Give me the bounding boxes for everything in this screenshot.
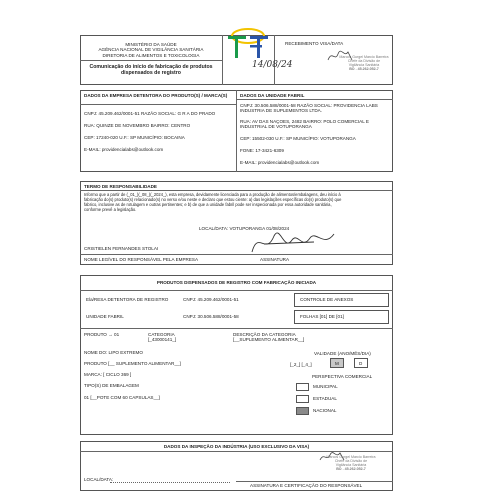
factory-cnpj: CNPJ: 30.506.588/0001-58 RAZÃO SOCIAL: PROVIDENCIA LABS INDUSTRIA DE SUPLEMENTOS LTDA. <box>240 103 378 114</box>
unit-label: UNIDADE FABRIL <box>86 314 124 319</box>
factory-email: E-MAIL: providencialabs@outlook.com <box>240 160 320 165</box>
factory-cep: CEP: 15502-030 U.F.: SP MUNICÍPIO: VOTUPORANGA <box>240 136 356 141</box>
form-title: Comunicação do início de fabricação de produtos dispensados de registro <box>89 64 213 76</box>
responsible-signature <box>244 222 344 262</box>
ministry-text: MINISTÉRIO DA SAÚDE AGÊNCIA NACIONAL DE VIGILÂNCIA SANITÁRIA DIRETORIA DE ALIMENTOS E TOXICOLOGIA <box>98 42 204 58</box>
validity-value: [_2_] [_4_] <box>290 362 312 367</box>
option-municipal: MUNICIPAL <box>313 384 338 389</box>
packaging: 01 [__POTE COM 60 CAPSULAS__] <box>84 395 160 400</box>
place-date: LOCAL/DATA: VOTUPORANGA 01/08/2024 <box>199 226 290 231</box>
received-signature <box>326 48 356 64</box>
received-date: 14/08/24 <box>252 60 293 70</box>
option-estadual: ESTADUAL <box>313 396 337 401</box>
holder-label: Ela/RESA DETENTORA DE REGISTRO <box>86 297 169 302</box>
category: CATEGORIA [_43000141_] <box>148 332 177 343</box>
sheets-count: FOLHAS [01] DE [01] <box>300 314 344 319</box>
inspection-signature-label: ASSINATURA E CERTIFICAÇÃO DO RESPONSÁVEL <box>250 483 363 488</box>
company-cnpj: CNPJ: 45.209.462/0001-51 RAZÃO SOCIAL: G R A DO PRADO <box>84 111 216 116</box>
factory-heading: DADOS DA UNIDADE FABRIL <box>240 93 305 98</box>
unit-cnpj: CNPJ: 30.506.588/0001-58 <box>183 314 239 319</box>
responsibility-text: Informo que a partir de (_01_)(_08_)(_2024_), esta empresa, devidamente licenciada para a produção de alimentos/embalagens, deu início à fabricação do(s) produto(s) relacionado(s) no verso e/ou neste e declaro que estou ciente: a) das legislações específicas do(s) produto(s) que fabrico, inclusive as de rotulagem e outras pertinentes; e b) de que a unidade fabril pode ser inspecionada por essa autoridade sanitária, conforme prevê a legislação. <box>84 192 342 212</box>
annex-control: CONTROLE DE ANEXOS <box>300 297 354 302</box>
responsible-name: CRISTIELEN FERNANDES STOLAI <box>84 246 159 251</box>
product-number: PRODUTO → 01 <box>84 332 120 337</box>
validity-month: M <box>335 361 339 366</box>
checkbox-estadual[interactable] <box>296 395 309 403</box>
inspection-heading: DADOS DA INSPEÇÃO DA INDÚSTRIA (USO EXCLUSIVO DA VISA) <box>163 444 310 449</box>
packaging-label: TIPO(S) DE EMBALAGEM <box>84 383 139 388</box>
commercial-label: PERSPECTIVA COMERCIAL <box>312 374 373 379</box>
company-heading: DADOS DA EMPRESA DETENTORA DO PRODUTO(S) / MARCA(S) <box>84 93 228 98</box>
factory-address: RUA: AV DAS NAÇOES, 2482 BAIRRO: POLO COMERCIAL E INDUSTRIAL DE VOTUPORANGA <box>240 119 369 130</box>
category-description: DESCRIÇÃO DA CATEGORIA [__SUPLEMENTO ALIMENTAR__] <box>233 332 305 343</box>
company-cep: CEP: 17240-020 U.F.: SP MUNICÍPIO: BOCAINA <box>84 135 185 140</box>
company-address: RUA: QUINZE DE NOVEMBRO BAIRRO: CENTRO <box>84 123 191 128</box>
validity-label: VALIDADE (ANO/MÊS/DIA) <box>314 351 371 356</box>
holder-cnpj: CNPJ: 45.209.462/0001-51 <box>183 297 239 302</box>
received-label: RECEBIMENTO VISA/DATA <box>285 41 344 46</box>
validity-day: D <box>359 361 363 366</box>
factory-phone: FONE: 17-3421-6309 <box>240 148 284 153</box>
signature-label: ASSINATURA <box>260 257 290 262</box>
checkbox-municipal[interactable] <box>296 383 309 391</box>
option-nacional: NACIONAL <box>313 408 337 413</box>
responsible-name-label: NOME LEGÍVEL DO RESPONSÁVEL PELA EMPRESA <box>84 257 199 262</box>
inspection-place-label: LOCAL/DATA: <box>84 477 114 482</box>
company-email: E-MAIL: providencialabs@outlook.com <box>84 147 164 152</box>
checkbox-nacional[interactable] <box>296 407 309 415</box>
responsibility-heading: TERMO DE RESPONSABILIDADE <box>84 184 157 189</box>
inspection-stamp: Marcos Gurgel Marcio Barreira Chefe da Divisão de Vigilância Sanitária BO . 45.262.052-7 <box>326 455 376 471</box>
brand: MARCA: [ CICLO 369 ] <box>84 372 132 377</box>
received-stamp: Marcos Gurgel Marcio Barreira Chefe da Divisão de Vigilância Sanitária BO . 45.262.052-7 <box>339 55 389 71</box>
products-heading: PRODUTOS DISPENSADOS DE REGISTRO COM FABRICAÇÃO INICIADA <box>156 280 317 285</box>
product-line: PRODUTO [__ SUPLEMENTO ALIMENTAR__] <box>84 361 181 366</box>
product-name: NOME DO: LIPO EXTREMO <box>84 350 143 355</box>
